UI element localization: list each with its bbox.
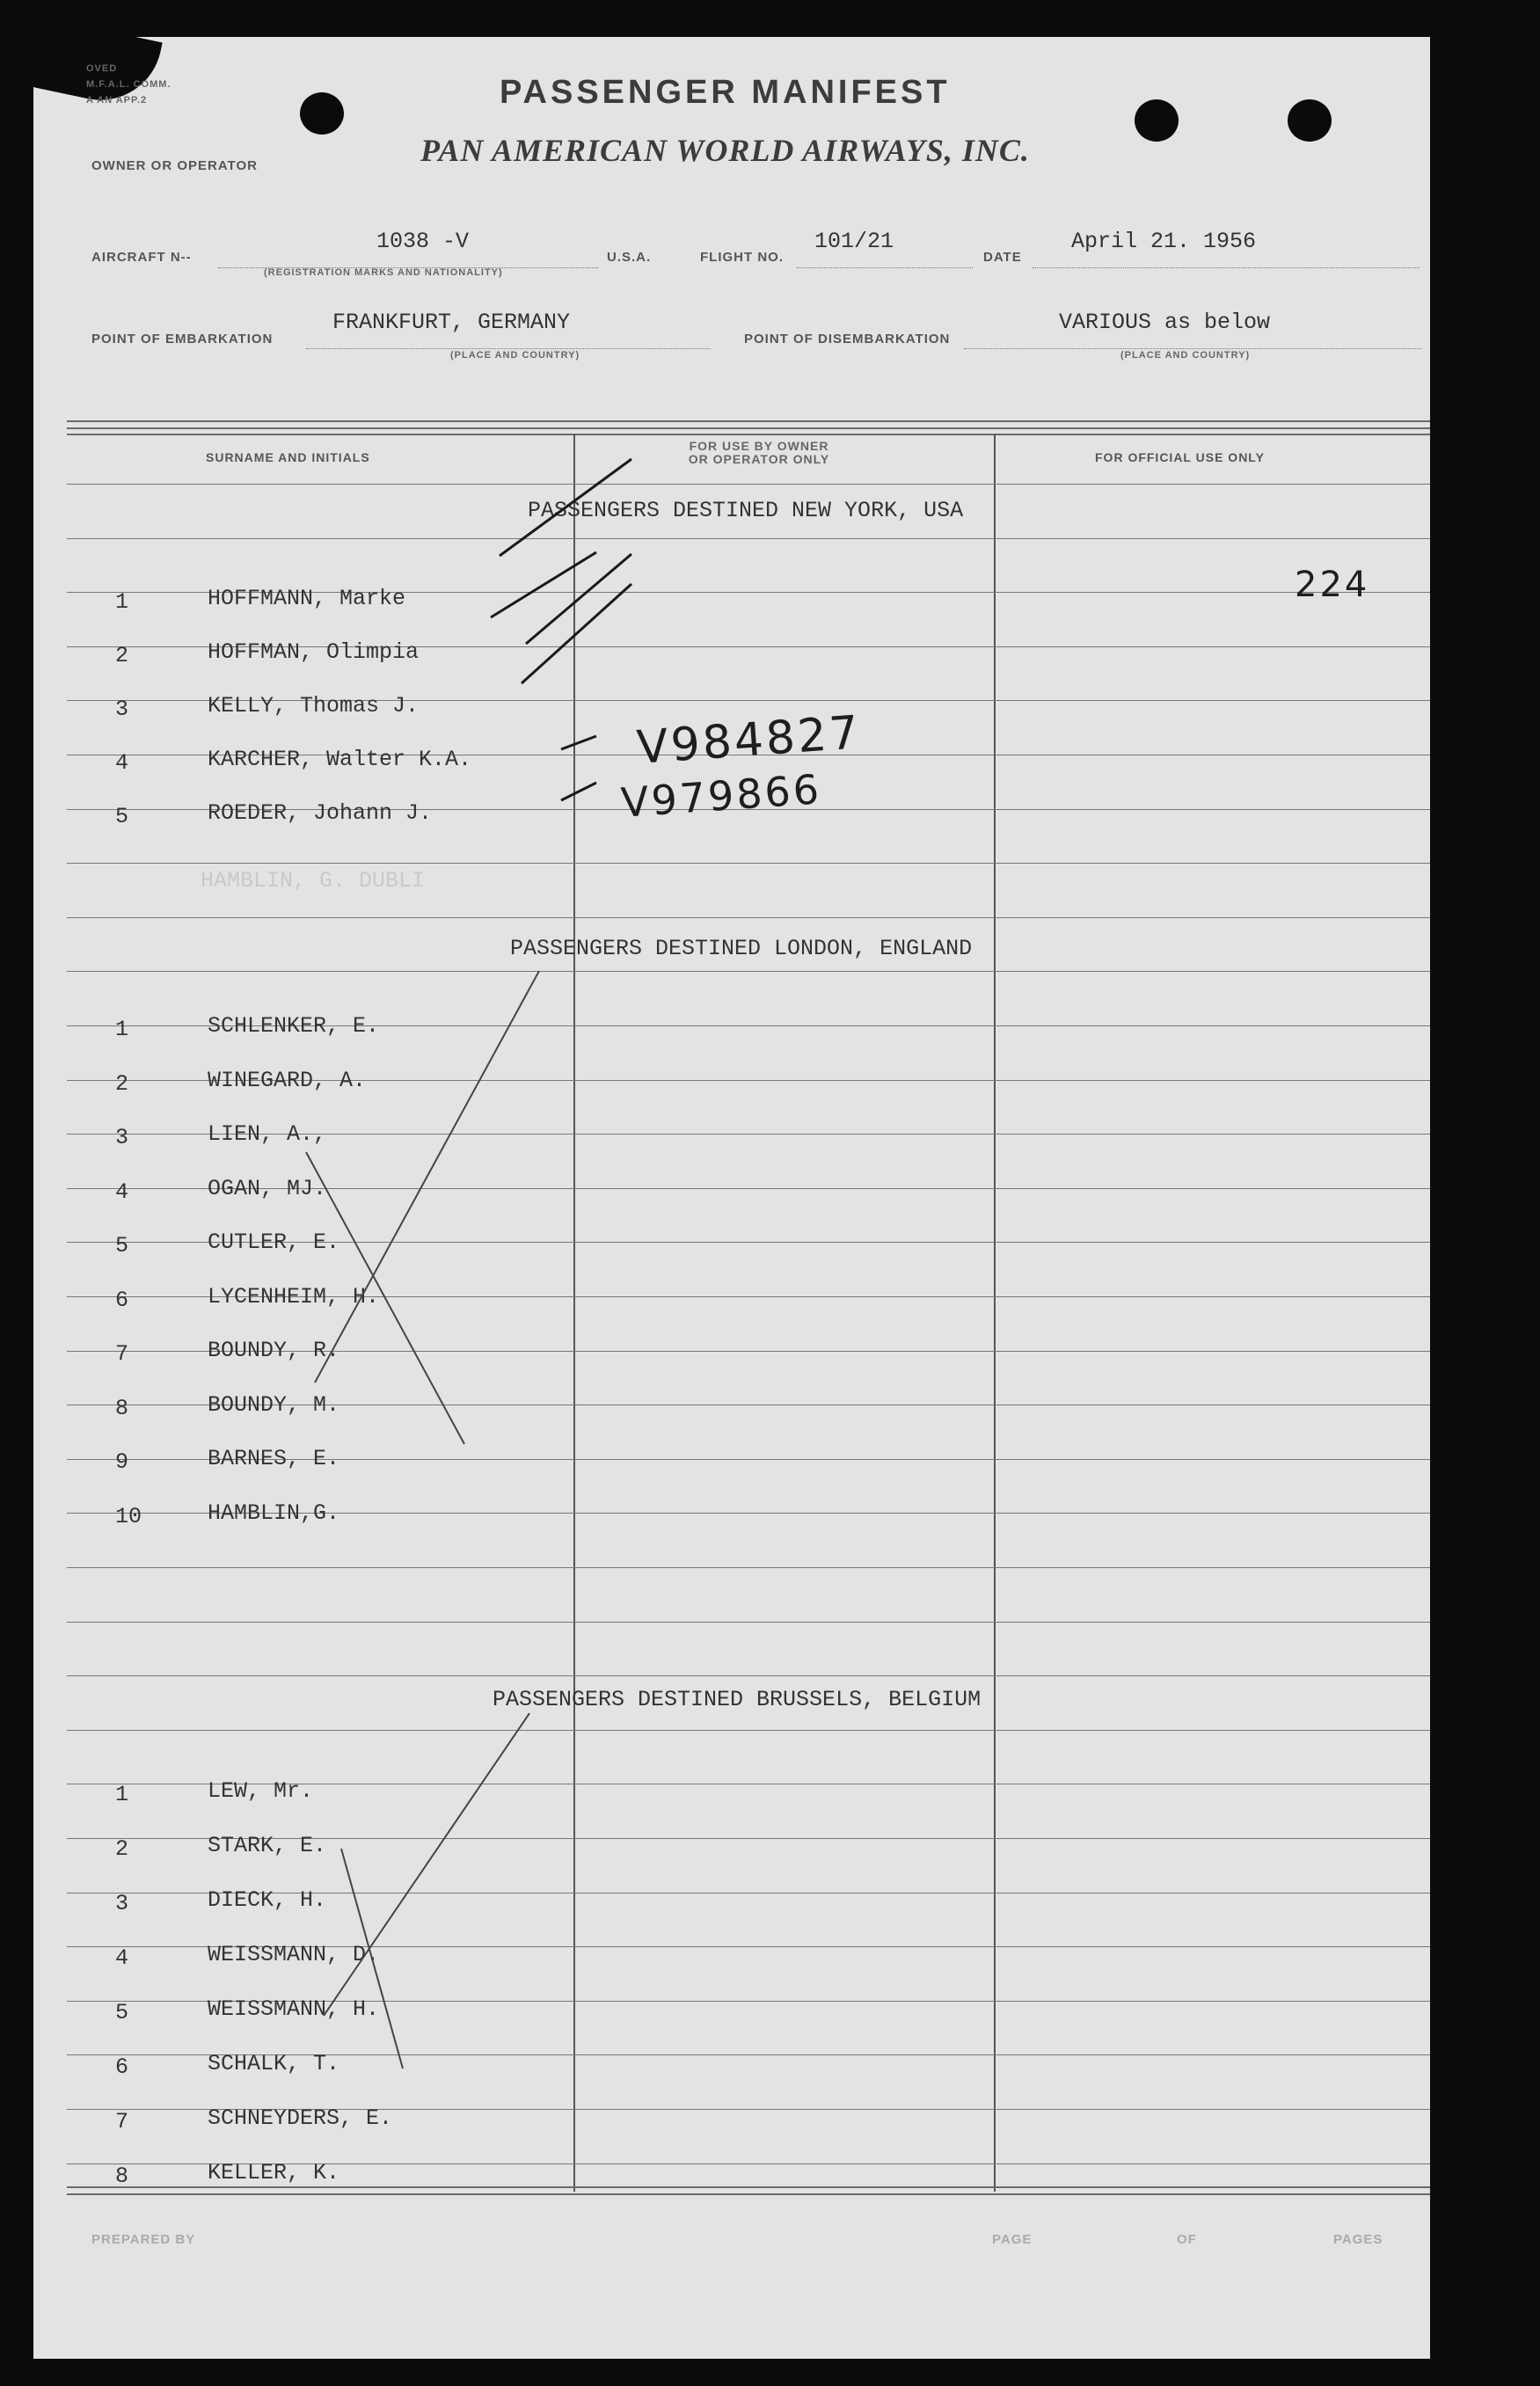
passenger-name: STARK, E. [208, 1833, 327, 1858]
col-official-header: FOR OFFICIAL USE ONLY [1095, 450, 1265, 464]
passenger-number: 5 [115, 2000, 129, 2025]
passenger-number: 10 [115, 1503, 142, 1529]
footer-prepared: PREPARED BY [91, 2232, 196, 2247]
passenger-name: KELLER, K. [208, 2160, 340, 2185]
stamp-appr: A AN APP.2 [86, 95, 148, 106]
passenger-number: 2 [115, 1836, 129, 1862]
passenger-number: 3 [115, 697, 129, 722]
passenger-number: 8 [115, 1395, 129, 1421]
aircraft-label: AIRCRAFT N-- [91, 250, 192, 265]
passenger-name: HAMBLIN,G. [208, 1499, 340, 1526]
passenger-number: 5 [115, 1233, 129, 1259]
passenger-number: 2 [115, 1070, 129, 1097]
passenger-name: OGAN, MJ. [208, 1175, 327, 1201]
passenger-name: SCHALK, T. [208, 2051, 340, 2076]
passenger-name: BOUNDY, M. [208, 1391, 340, 1418]
passenger-name: HOFFMANN, Marke [208, 586, 406, 611]
passenger-name: BOUNDY, R. [208, 1338, 340, 1363]
passenger-name: KARCHER, Walter K.A. [208, 747, 472, 772]
passenger-name: WEISSMANN, H. [208, 1996, 380, 2022]
col-owner-header: FOR USE BY OWNER OR OPERATOR ONLY [688, 439, 830, 466]
passenger-name: WEISSMANN, D. [208, 1942, 380, 1967]
passenger-number: 6 [115, 1287, 129, 1313]
passenger-number: 8 [115, 2163, 129, 2189]
passenger-number: 9 [115, 1449, 129, 1475]
owner-label: OWNER OR OPERATOR [91, 158, 258, 173]
passenger-name: SCHLENKER, E. [208, 1013, 380, 1039]
stamp-approved: OVED [86, 63, 118, 74]
disembark-sublabel: (PLACE AND COUNTRY) [1120, 350, 1251, 361]
page-title: PASSENGER MANIFEST [500, 74, 951, 111]
flight-label: FLIGHT NO. [700, 250, 784, 265]
group-heading-new-york: PASSENGERS DESTINED NEW YORK, USA [528, 498, 964, 523]
group-heading-brussels: PASSENGERS DESTINED BRUSSELS, BELGIUM [493, 1687, 982, 1712]
passenger-name: LEW, Mr. [208, 1778, 314, 1804]
stamp-comm: M.F.A.L. COMM. [86, 79, 172, 90]
passenger-number: 7 [115, 1341, 129, 1367]
footer-page: PAGE [992, 2232, 1033, 2247]
date-value: April 21. 1956 [1071, 229, 1257, 254]
passenger-name: KELLY, Thomas J. [208, 693, 420, 719]
passenger-number: 1 [115, 589, 129, 615]
disembark-value: VARIOUS as below [1059, 310, 1271, 335]
passenger-name: CUTLER, E. [208, 1229, 340, 1255]
embark-label: POINT OF EMBARKATION [91, 332, 274, 347]
passenger-number: 1 [115, 1782, 129, 1807]
passenger-number: 5 [115, 804, 129, 829]
passenger-name: HOFFMAN, Olimpia [208, 639, 420, 665]
passenger-name: SCHNEYDERS, E. [208, 2105, 393, 2131]
usa-label: U.S.A. [607, 250, 652, 265]
passenger-number: 7 [115, 2109, 129, 2134]
passenger-number: 1 [115, 1017, 129, 1042]
aircraft-sublabel: (REGISTRATION MARKS AND NATIONALITY) [264, 267, 503, 278]
faded-line: HAMBLIN, G. DUBLI [201, 868, 426, 894]
passenger-name: DIECK, H. [208, 1887, 327, 1913]
passenger-name: BARNES, E. [208, 1446, 340, 1471]
passenger-name: LIEN, A., [208, 1121, 327, 1147]
disembark-label: POINT OF DISEMBARKATION [744, 332, 951, 347]
aircraft-value: 1038 -V [376, 229, 470, 254]
date-label: DATE [983, 250, 1022, 265]
airline-name: PAN AMERICAN WORLD AIRWAYS, INC. [420, 133, 1030, 168]
footer-pages: PAGES [1333, 2232, 1383, 2247]
visa-number-1: V984827 [635, 706, 863, 775]
passenger-number: 4 [115, 1945, 129, 1971]
passenger-name: LYCENHEIM, H. [208, 1283, 380, 1310]
col-name-header: SURNAME AND INITIALS [206, 450, 370, 464]
manifest-sheet [33, 37, 1430, 2359]
passenger-number: 2 [115, 643, 129, 668]
official-count: 224 [1295, 565, 1370, 605]
embark-sublabel: (PLACE AND COUNTRY) [450, 350, 580, 361]
passenger-number: 3 [115, 1125, 129, 1150]
passenger-number: 3 [115, 1891, 129, 1916]
passenger-number: 6 [115, 2054, 129, 2080]
passenger-name: WINEGARD, A. [208, 1067, 367, 1093]
footer-of: OF [1177, 2232, 1197, 2247]
passenger-number: 4 [115, 1178, 129, 1205]
group-heading-london: PASSENGERS DESTINED LONDON, ENGLAND [510, 936, 973, 961]
flight-value: 101/21 [814, 229, 894, 254]
pencil-check-marks [33, 37, 1430, 2359]
passenger-number: 4 [115, 750, 129, 776]
visa-number-2: V979866 [619, 765, 823, 827]
embark-value: FRANKFURT, GERMANY [332, 310, 571, 335]
passenger-name: ROEDER, Johann J. [208, 800, 433, 826]
